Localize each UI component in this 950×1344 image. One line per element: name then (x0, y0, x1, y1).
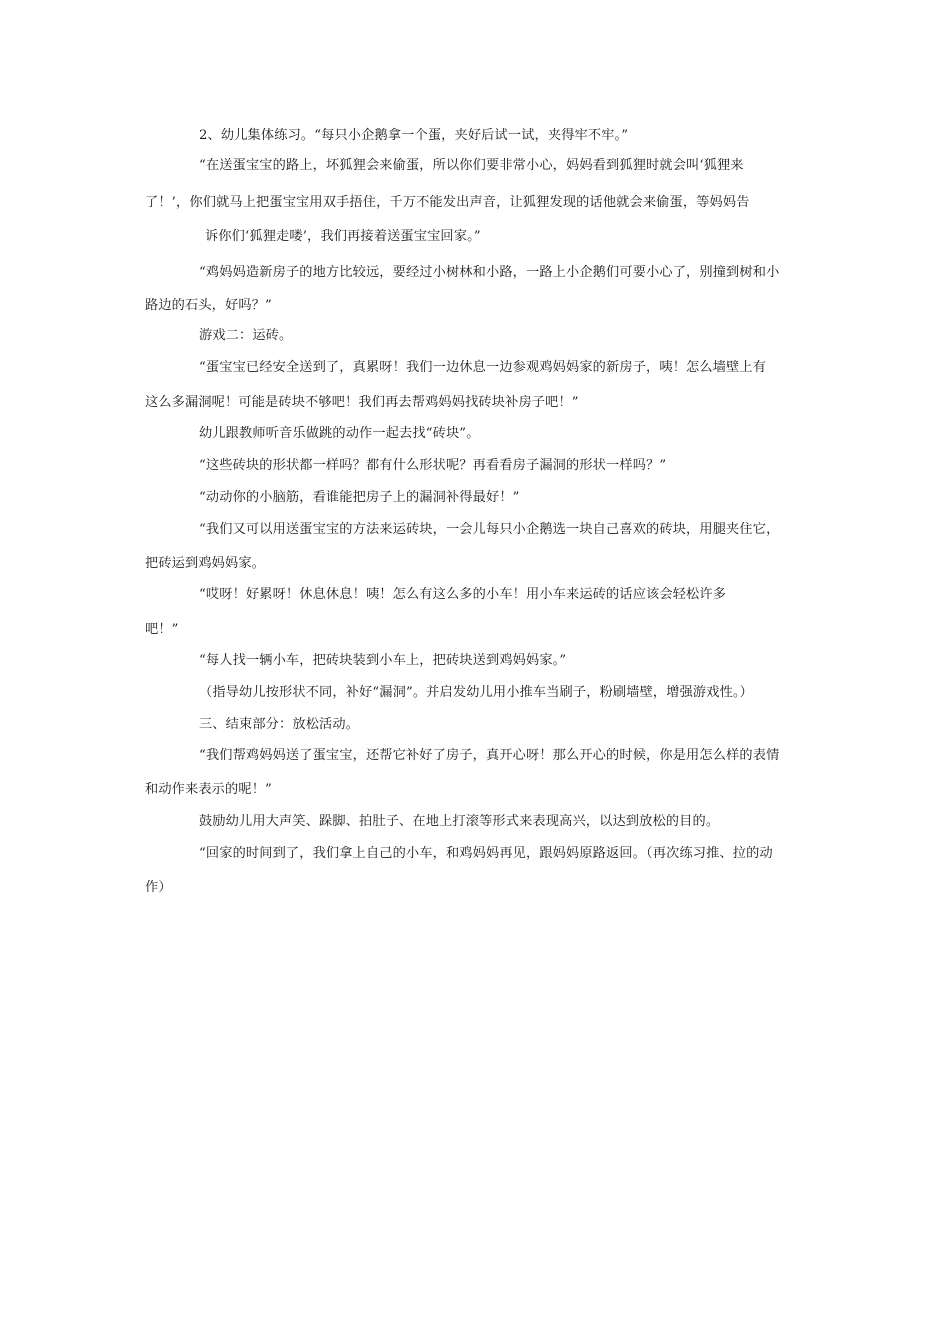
paragraph-line: 鼓励幼儿用大声笑、跺脚、拍肚子、在地上打滚等形式来表现高兴，以达到放松的目的。 (199, 814, 720, 829)
paragraph-line: （指导幼儿按形状不同，补好“漏洞”。并启发幼儿用小推车当刷子，粉刷墙壁，增强游戏性。） (199, 685, 754, 700)
paragraph-line: “哎呀！好累呀！休息休息！咦！怎么有这么多的小车！用小车来运砖的话应该会轻松许多 (199, 587, 727, 602)
paragraph-line: “在送蛋宝宝的路上，坏狐狸会来偷蛋，所以你们要非常小心，妈妈看到狐狸时就会叫‘狐狸来 (199, 158, 744, 173)
paragraph-line: “回家的时间到了，我们拿上自己的小车，和鸡妈妈再见，跟妈妈原路返回。（再次练习推、拉的动 (199, 846, 773, 861)
paragraph-line: 2、幼儿集体练习。“每只小企鹅拿一个蛋，夹好后试一试，夹得牢不牢。” (199, 128, 629, 143)
paragraph-line: 作） (145, 880, 172, 895)
paragraph-line: 吧！” (145, 622, 179, 637)
paragraph-line: “这些砖块的形状都一样吗？都有什么形状呢？再看看房子漏洞的形状一样吗？” (199, 458, 667, 473)
paragraph-line: 和动作来表示的呢！” (145, 782, 272, 797)
paragraph-line: “动动你的小脑筋，看谁能把房子上的漏洞补得最好！” (199, 490, 520, 505)
paragraph-line: “蛋宝宝已经安全送到了，真累呀！我们一边休息一边参观鸡妈妈家的新房子，咦！怎么墙壁上有 (199, 360, 767, 375)
paragraph-line: “我们帮鸡妈妈送了蛋宝宝，还帮它补好了房子，真开心呀！那么开心的时候，你是用怎么样的表情 (199, 748, 780, 763)
paragraph-line: 路边的石头，好吗？” (145, 298, 272, 313)
paragraph-line: 这么多漏洞呢！可能是砖块不够吧！我们再去帮鸡妈妈找砖块补房子吧！” (145, 395, 579, 410)
paragraph-line: 三、结束部分：放松活动。 (199, 717, 360, 732)
paragraph-line: “我们又可以用送蛋宝宝的方法来运砖块，一会儿每只小企鹅选一块自己喜欢的砖块，用腿夹住它， (199, 522, 780, 537)
paragraph-line: 了！’，你们就马上把蛋宝宝用双手捂住，千万不能发出声音，让狐狸发现的话他就会来偷蛋，等妈妈告 (145, 195, 750, 210)
paragraph-line: “鸡妈妈造新房子的地方比较远，要经过小树林和小路，一路上小企鹅们可要小心了，别撞到树和小 (199, 265, 780, 280)
paragraph-line: “每人找一辆小车，把砖块装到小车上，把砖块送到鸡妈妈家。” (199, 653, 567, 668)
paragraph-line: 幼儿跟教师听音乐做跳的动作一起去找“砖块”。 (199, 426, 480, 441)
paragraph-line: 诉你们‘狐狸走喽’，我们再接着送蛋宝宝回家。” (205, 229, 481, 244)
paragraph-line: 游戏二：运砖。 (199, 328, 293, 343)
paragraph-line: 把砖运到鸡妈妈家。 (145, 556, 266, 571)
